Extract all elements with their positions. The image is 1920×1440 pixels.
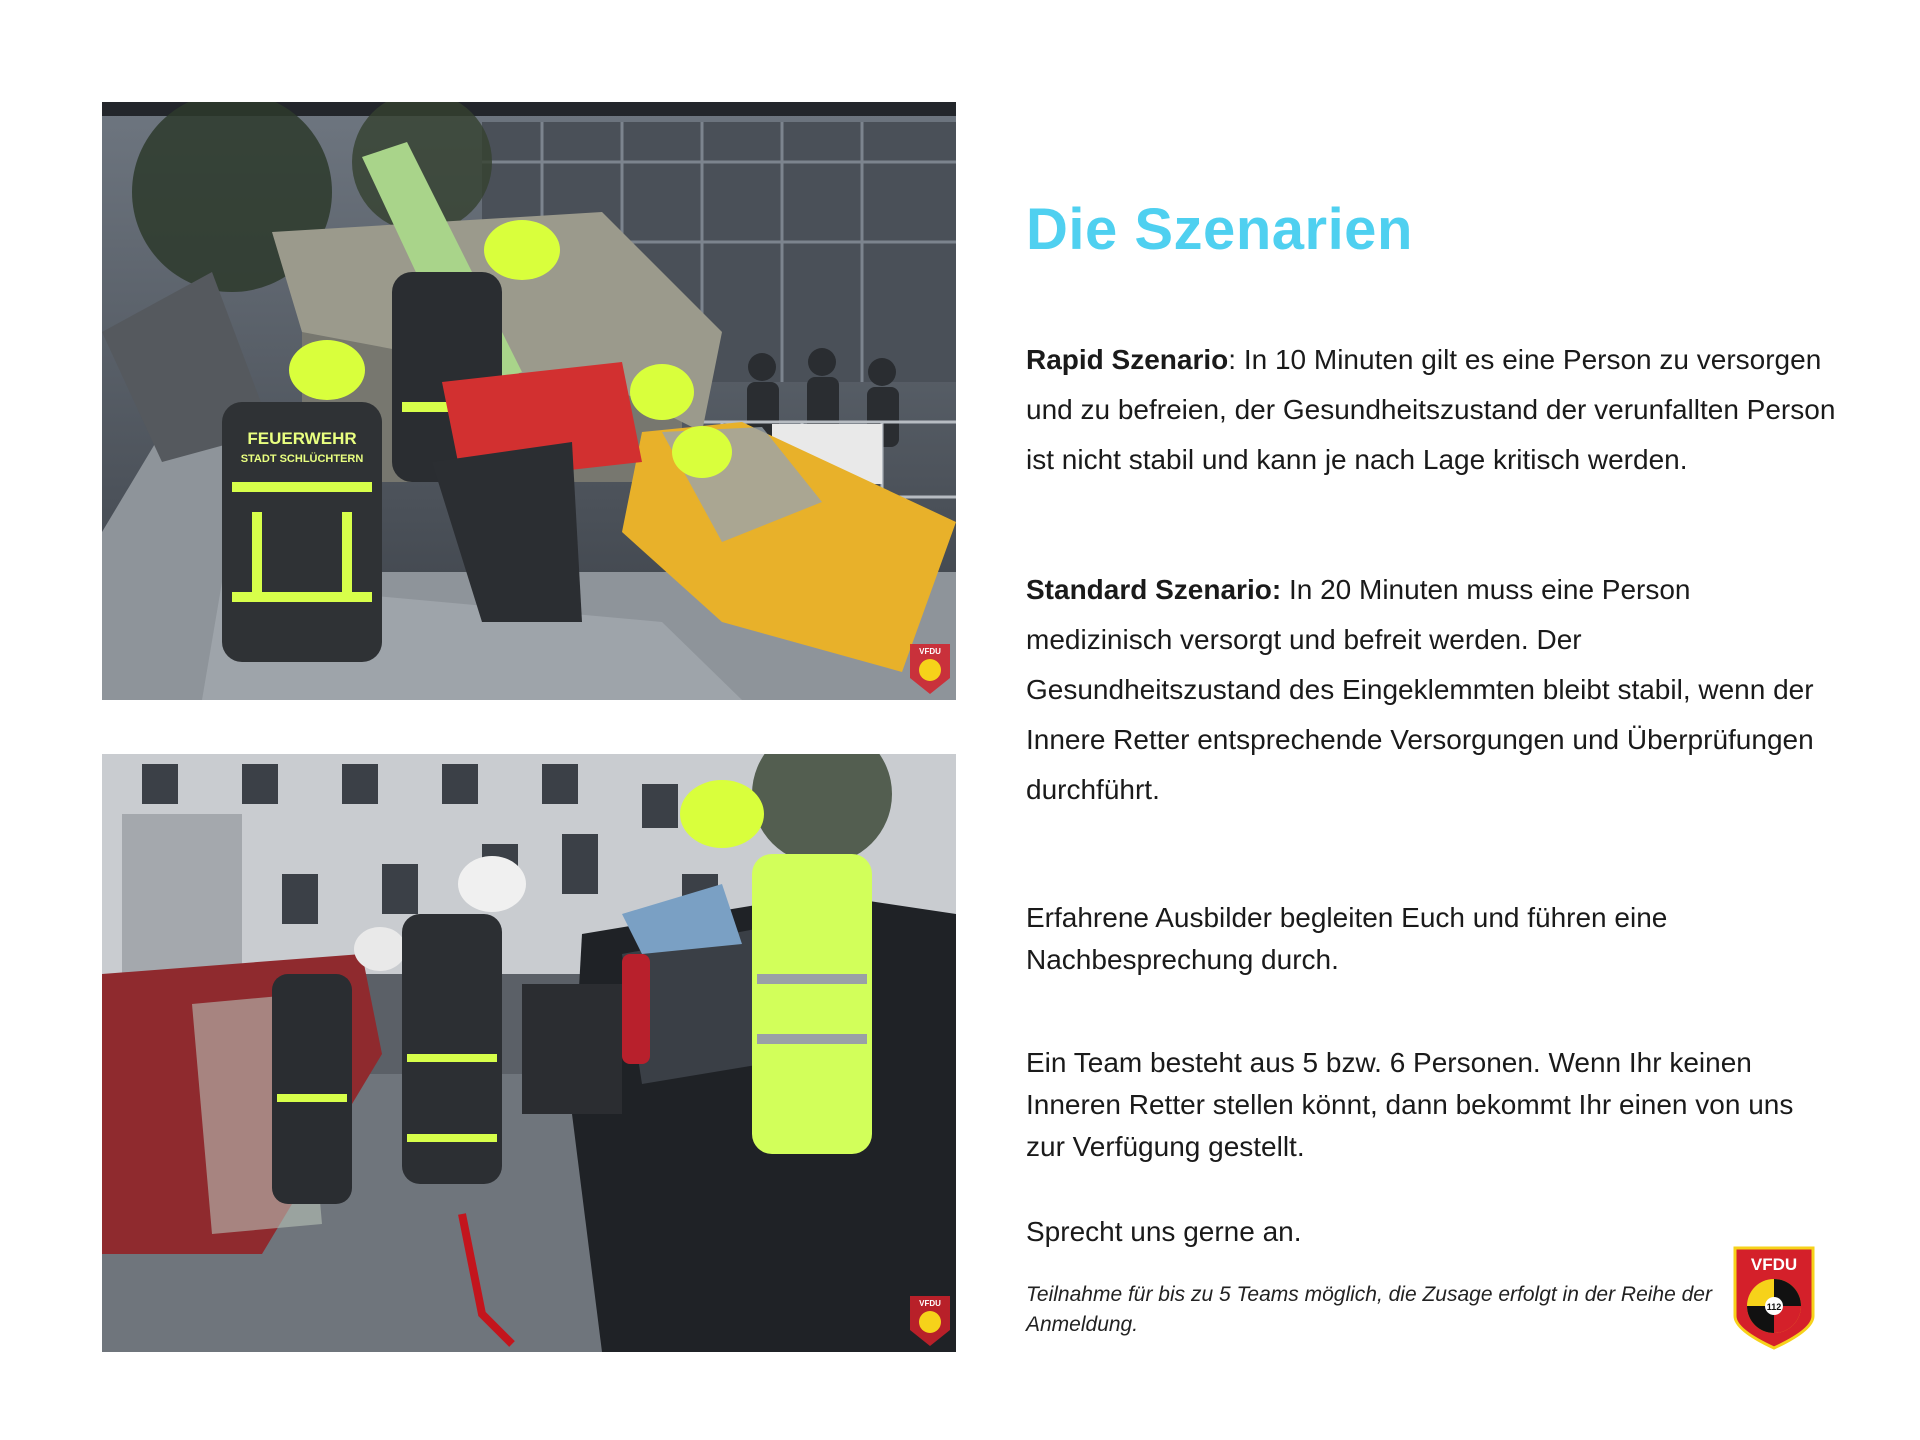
svg-text:112: 112	[1766, 1302, 1782, 1312]
contact-paragraph: Sprecht uns gerne an.	[1026, 1216, 1302, 1247]
svg-text:VFDU: VFDU	[919, 1299, 941, 1308]
svg-text:VFDU: VFDU	[1750, 1255, 1798, 1274]
photo-bottom-illustration	[102, 754, 956, 1352]
rapid-scenario-paragraph	[1026, 335, 1836, 485]
participation-note: Teilnahme für bis zu 5 Teams möglich, die Zusage erfolgt in der Reihe der Anmeldung.	[1026, 1283, 1712, 1336]
rapid-scenario-text: : In 10 Minuten gilt es eine Person zu versorgen und zu befreien, der Gesundheitszustand der verunfallten Person ist nicht stabil und kann je nach Lage kritisch werden.	[1026, 344, 1836, 475]
vfdu-logo	[1731, 1244, 1817, 1352]
trainers-paragraph: Erfahrene Ausbilder begleiten Euch und führen eine Nachbesprechung durch.	[1026, 902, 1668, 975]
jacket-text-line1: FEUERWEHR	[247, 429, 357, 448]
jacket-text-line2: STADT SCHLÜCHTERN	[240, 453, 364, 465]
standard-scenario-paragraph	[1026, 565, 1836, 815]
photo-rescue-extrication-top	[102, 102, 956, 700]
page-title: Die Szenarien	[1026, 197, 1413, 262]
team-paragraph: Ein Team besteht aus 5 bzw. 6 Personen. Wenn Ihr keinen Inneren Retter stellen könnt, dann bekommt Ihr einen von uns zur Verfügung gestellt.	[1026, 1047, 1794, 1162]
photo-top-illustration	[102, 102, 956, 700]
photo-rescue-extrication-bottom	[102, 754, 956, 1352]
standard-scenario-label: Standard Szenario:	[1026, 574, 1282, 605]
standard-scenario-text: In 20 Minuten muss eine Person medizinisch versorgt und befreit werden. Der Gesundheitszustand des Eingeklemmten bleibt stabil, wenn der Innere Retter entsprechende Versorgungen und Überprüfungen durchführt.	[1026, 574, 1814, 805]
rapid-scenario-label: Rapid Szenario	[1026, 344, 1229, 375]
svg-text:VFDU: VFDU	[919, 647, 941, 656]
